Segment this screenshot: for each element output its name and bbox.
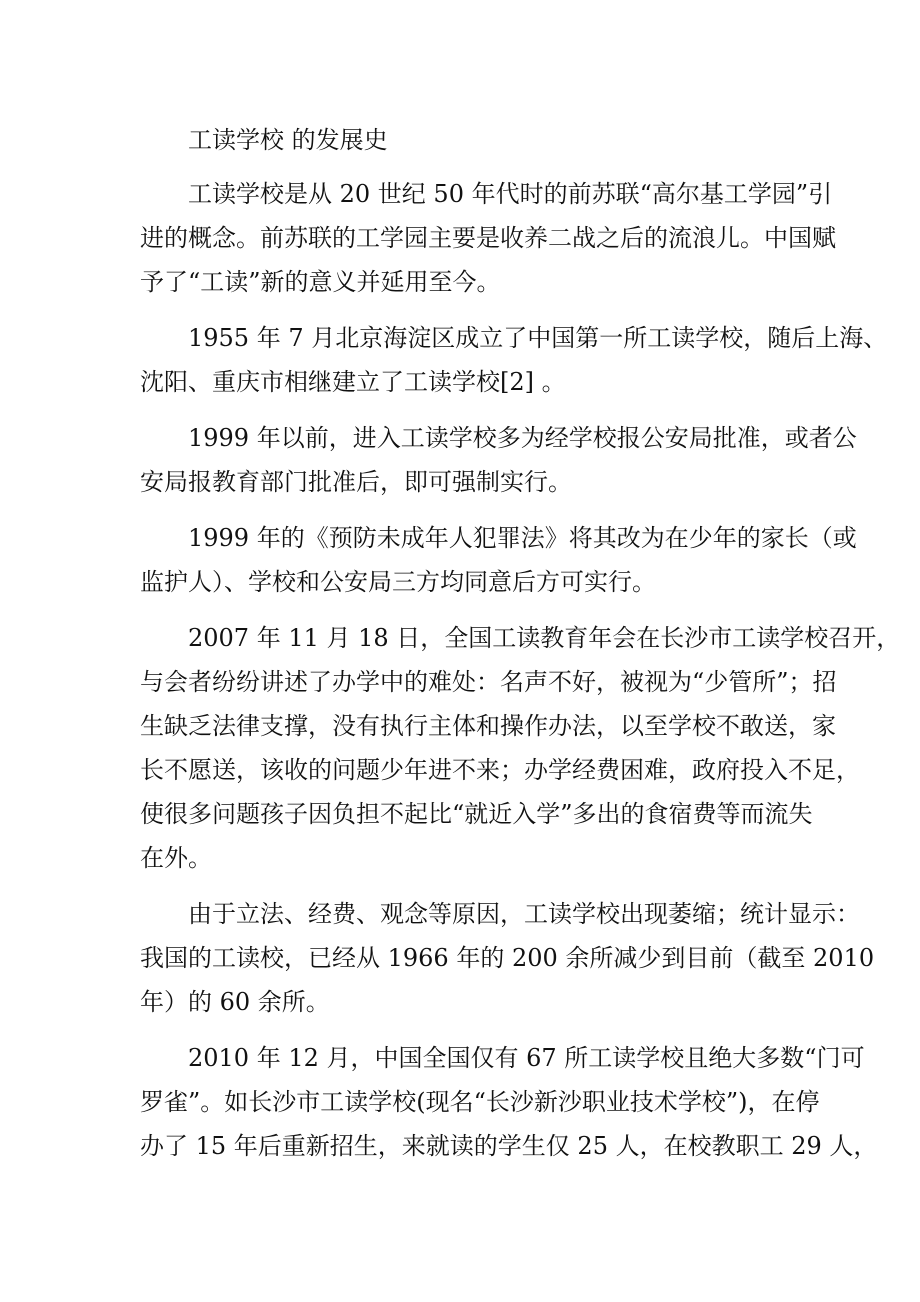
- paragraph-line: 予了“工读”新的意义并延用至今。: [140, 268, 501, 296]
- paragraph-line: 我国的工读校，已经从 1966 年的 200 余所减少到目前（截至 2010: [140, 944, 875, 972]
- paragraph-1: [140, 172, 836, 304]
- paragraph-line: 监护人）、学校和公安局三方均同意后方可实行。: [140, 568, 656, 596]
- paragraph-line: 2010 年 12 月，中国全国仅有 67 所工读学校且绝大多数“门可: [188, 1044, 865, 1072]
- paragraph-3: [140, 416, 857, 504]
- paragraph-line: 1999 年以前，进入工读学校多为经学校报公安局批准，或者公: [188, 424, 857, 452]
- paragraph-7: [140, 1036, 878, 1168]
- paragraph-line: 沈阳、重庆市相继建立了工读学校[2] 。: [140, 368, 566, 396]
- paragraph-line: 生缺乏法律支撑，没有执行主体和操作办法，以至学校不敢送，家: [140, 712, 836, 740]
- paragraph-line: 使很多问题孩子因负担不起比“就近入学”多出的食宿费等而流失: [140, 800, 813, 828]
- paragraph-line: 1955 年 7 月北京海淀区成立了中国第一所工读学校，随后上海、: [188, 324, 888, 352]
- paragraph-5: [140, 616, 901, 880]
- paragraph-2: [140, 316, 888, 404]
- paragraph-line: 年）的 60 余所。: [140, 988, 330, 1016]
- paragraph-line: 由于立法、经费、观念等原因，工读学校出现萎缩；统计显示：: [188, 900, 860, 928]
- paragraph-line: 与会者纷纷讲述了办学中的难处：名声不好，被视为“少管所”；招: [140, 668, 837, 696]
- page-title: 工读学校 的发展史: [188, 126, 388, 154]
- paragraph-4: [140, 516, 857, 604]
- paragraph-line: 工读学校是从 20 世纪 50 年代时的前苏联“高尔基工学园”引: [188, 180, 833, 208]
- paragraph-line: 罗雀”。如长沙市工读学校(现名“长沙新沙职业技术学校”)，在停: [140, 1088, 820, 1116]
- paragraph-line: 办了 15 年后重新招生，来就读的学生仅 25 人，在校教职工 29 人，: [140, 1132, 878, 1160]
- paragraph-line: 2007 年 11 月 18 日，全国工读教育年会在长沙市工读学校召开，: [188, 624, 901, 652]
- paragraph-line: 长不愿送，该收的问题少年进不来；办学经费困难，政府投入不足，: [140, 756, 860, 784]
- paragraph-line: 进的概念。前苏联的工学园主要是收养二战之后的流浪儿。中国赋: [140, 224, 836, 252]
- paragraph-6: [140, 892, 875, 1024]
- paragraph-line: 在外。: [140, 844, 212, 872]
- paragraph-line: 安局报教育部门批准后，即可强制实行。: [140, 468, 572, 496]
- paragraph-line: 1999 年的《预防未成年人犯罪法》将其改为在少年的家长（或: [188, 524, 857, 552]
- document-body: [140, 118, 901, 1168]
